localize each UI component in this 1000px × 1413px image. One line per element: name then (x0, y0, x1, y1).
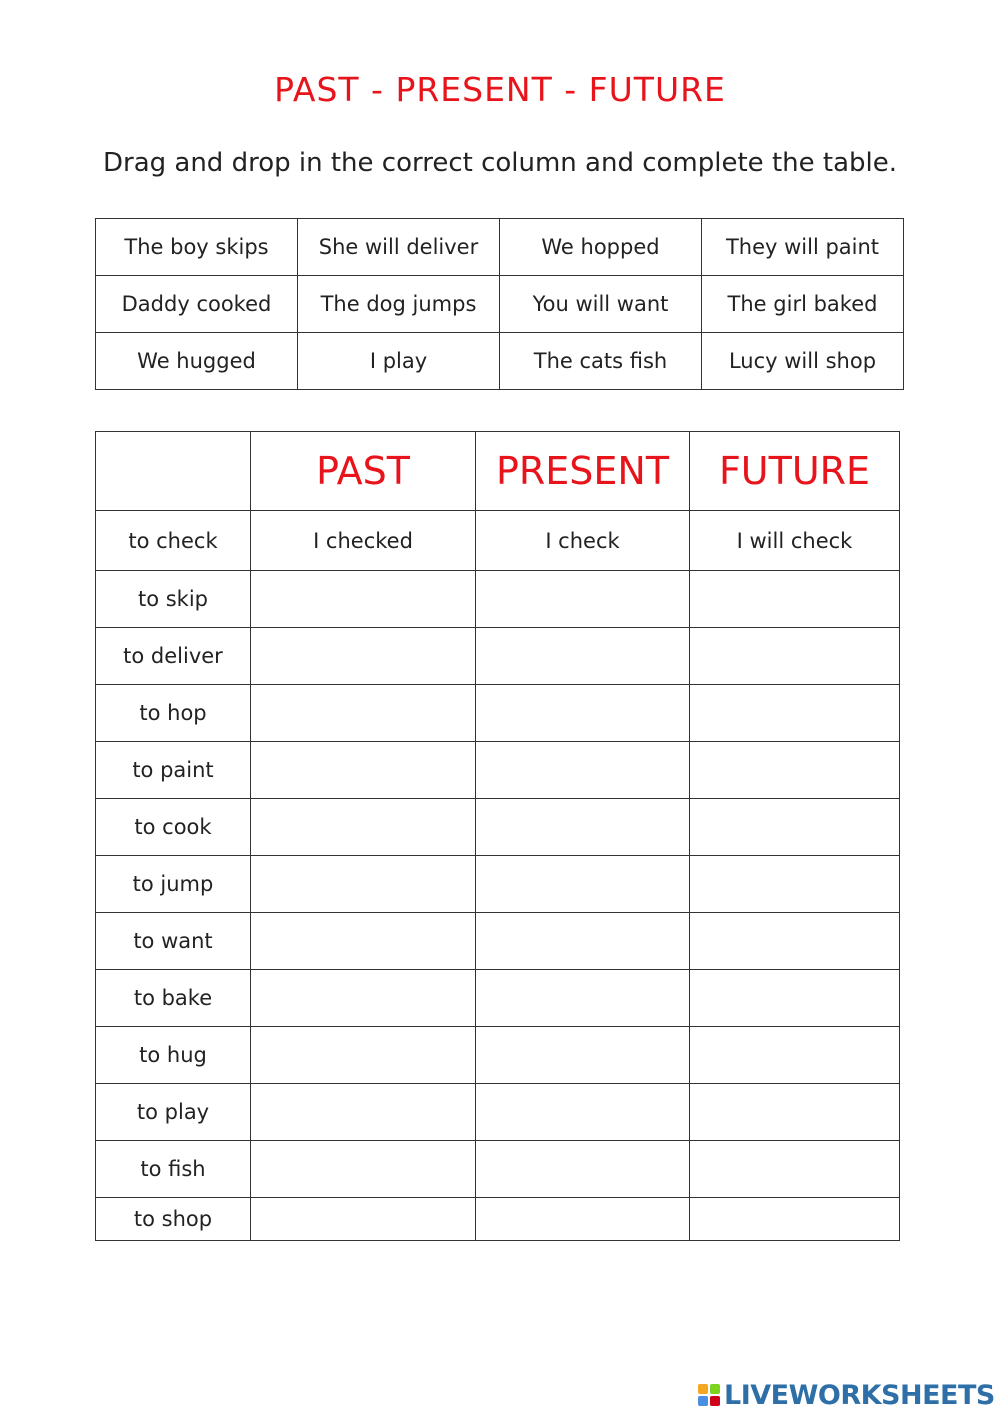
past-drop-zone[interactable] (251, 1198, 476, 1241)
example-present: I check (476, 511, 690, 571)
past-drop-zone[interactable] (251, 1084, 476, 1141)
past-drop-zone[interactable] (251, 628, 476, 685)
verb-cell: to deliver (96, 628, 251, 685)
table-row (96, 856, 900, 913)
word-bank-card[interactable]: She will deliver (298, 219, 500, 276)
past-drop-zone[interactable] (251, 685, 476, 742)
future-drop-zone[interactable] (690, 1198, 900, 1241)
future-drop-zone[interactable] (690, 856, 900, 913)
logo-square-icon (710, 1384, 720, 1394)
present-drop-zone[interactable] (476, 685, 690, 742)
verb-cell: to jump (96, 856, 251, 913)
past-drop-zone[interactable] (251, 970, 476, 1027)
header-present: PRESENT (476, 432, 690, 511)
example-past: I checked (251, 511, 476, 571)
verb-cell: to hug (96, 1027, 251, 1084)
future-drop-zone[interactable] (690, 571, 900, 628)
logo-text: LIVEWORKSHEETS (724, 1379, 995, 1411)
future-drop-zone[interactable] (690, 799, 900, 856)
table-row (96, 628, 900, 685)
table-row (96, 970, 900, 1027)
verb-cell: to bake (96, 970, 251, 1027)
present-drop-zone[interactable] (476, 628, 690, 685)
present-drop-zone[interactable] (476, 799, 690, 856)
word-bank-card[interactable]: The girl baked (702, 276, 904, 333)
word-bank-card[interactable]: You will want (500, 276, 702, 333)
present-drop-zone[interactable] (476, 856, 690, 913)
past-drop-zone[interactable] (251, 913, 476, 970)
verb-cell: to hop (96, 685, 251, 742)
example-verb: to check (96, 511, 251, 571)
logo-icon (698, 1384, 720, 1406)
present-drop-zone[interactable] (476, 742, 690, 799)
word-bank-row (96, 219, 904, 276)
future-drop-zone[interactable] (690, 742, 900, 799)
header-blank-cell (96, 432, 251, 511)
word-bank-card[interactable]: Daddy cooked (96, 276, 298, 333)
future-drop-zone[interactable] (690, 685, 900, 742)
present-drop-zone[interactable] (476, 1084, 690, 1141)
logo-square-icon (698, 1396, 708, 1406)
table-row (96, 1027, 900, 1084)
word-bank-row (96, 276, 904, 333)
verb-cell: to play (96, 1084, 251, 1141)
present-drop-zone[interactable] (476, 1027, 690, 1084)
liveworksheets-logo (698, 1378, 995, 1412)
table-row (96, 742, 900, 799)
word-bank-card[interactable]: Lucy will shop (702, 333, 904, 390)
table-row (96, 571, 900, 628)
table-row (96, 685, 900, 742)
word-bank-card[interactable]: We hopped (500, 219, 702, 276)
present-drop-zone[interactable] (476, 1198, 690, 1241)
example-future: I will check (690, 511, 900, 571)
word-bank-table (95, 218, 904, 390)
future-drop-zone[interactable] (690, 1141, 900, 1198)
future-drop-zone[interactable] (690, 970, 900, 1027)
word-bank-card[interactable]: I play (298, 333, 500, 390)
table-row (96, 1198, 900, 1241)
present-drop-zone[interactable] (476, 1141, 690, 1198)
verb-cell: to paint (96, 742, 251, 799)
past-drop-zone[interactable] (251, 571, 476, 628)
verb-cell: to want (96, 913, 251, 970)
future-drop-zone[interactable] (690, 1027, 900, 1084)
past-drop-zone[interactable] (251, 1141, 476, 1198)
verb-cell: to shop (96, 1198, 251, 1241)
tense-answer-table (95, 431, 900, 1241)
past-drop-zone[interactable] (251, 1027, 476, 1084)
present-drop-zone[interactable] (476, 970, 690, 1027)
verb-cell: to skip (96, 571, 251, 628)
page-title: PAST - PRESENT - FUTURE (274, 70, 726, 109)
future-drop-zone[interactable] (690, 913, 900, 970)
header-past: PAST (251, 432, 476, 511)
verb-cell: to fish (96, 1141, 251, 1198)
future-drop-zone[interactable] (690, 628, 900, 685)
future-drop-zone[interactable] (690, 1084, 900, 1141)
table-row (96, 1084, 900, 1141)
word-bank-row (96, 333, 904, 390)
header-future: FUTURE (690, 432, 900, 511)
word-bank-card[interactable]: The boy skips (96, 219, 298, 276)
table-row (96, 799, 900, 856)
word-bank-card[interactable]: The dog jumps (298, 276, 500, 333)
table-row (96, 913, 900, 970)
past-drop-zone[interactable] (251, 856, 476, 913)
table-row (96, 1141, 900, 1198)
present-drop-zone[interactable] (476, 571, 690, 628)
word-bank-card[interactable]: They will paint (702, 219, 904, 276)
header-row (96, 432, 900, 511)
verb-cell: to cook (96, 799, 251, 856)
instruction-text: Drag and drop in the correct column and complete the table. (102, 148, 897, 178)
word-bank-card[interactable]: We hugged (96, 333, 298, 390)
example-row (96, 511, 900, 571)
logo-square-icon (698, 1384, 708, 1394)
word-bank-card[interactable]: The cats fish (500, 333, 702, 390)
past-drop-zone[interactable] (251, 799, 476, 856)
logo-square-icon (710, 1396, 720, 1406)
present-drop-zone[interactable] (476, 913, 690, 970)
past-drop-zone[interactable] (251, 742, 476, 799)
